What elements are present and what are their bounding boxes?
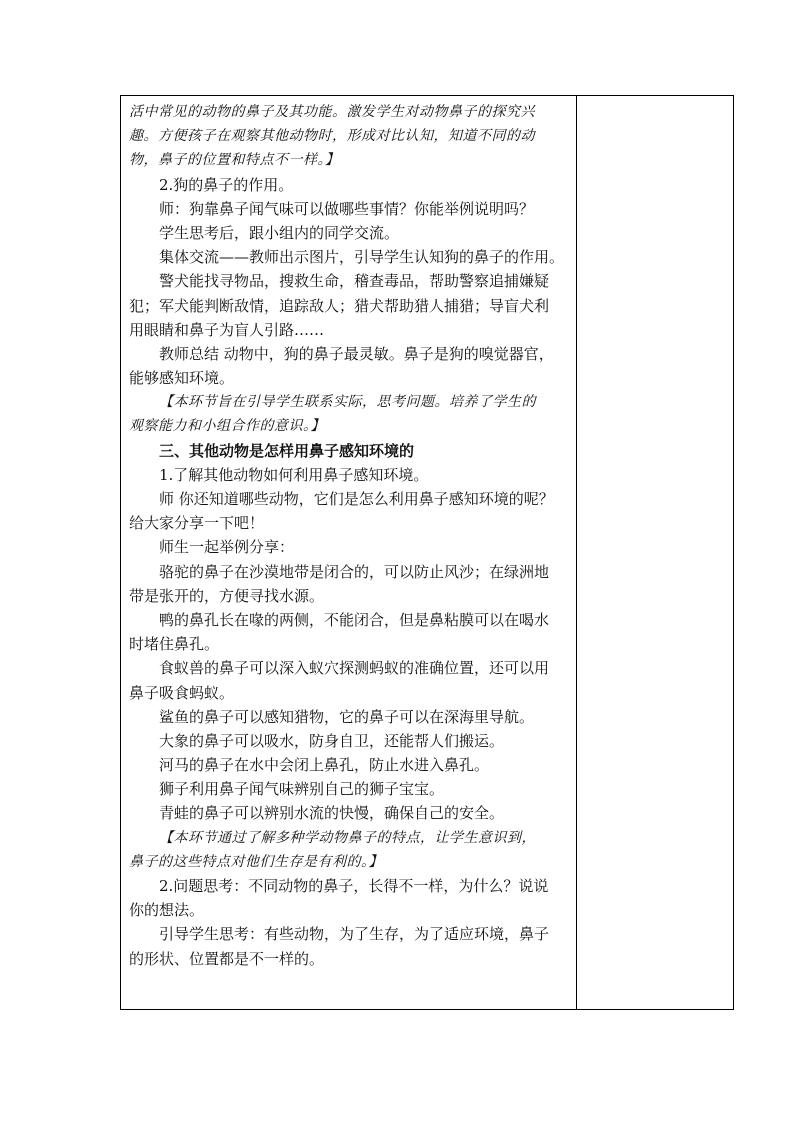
text-line: 犯；军犬能判断敌情，追踪敌人；猎犬帮助猎人捕猎；导盲犬利 <box>129 296 550 315</box>
text-line: 1.了解其他动物如何利用鼻子感知环境。 <box>159 465 429 484</box>
text-line: 鲨鱼的鼻子可以感知猎物，它的鼻子可以在深海里导航。 <box>159 707 535 726</box>
teaching-note-line: 物，鼻子的位置和特点不一样。】 <box>129 152 340 169</box>
text-line: 给大家分享一下吧！ <box>129 514 265 533</box>
text-line: 你的想法。 <box>129 901 205 920</box>
text-line: 鸭的鼻孔长在喙的两侧，不能闭合，但是鼻粘膜可以在喝水 <box>159 610 550 629</box>
teaching-note-line: 【本环节旨在引导学生联系实际，思考问题。培养了学生的 <box>159 394 536 411</box>
text-line: 带是张开的，方便寻找水源。 <box>129 586 325 605</box>
teaching-note-line: 鼻子的这些特点对他们生存是有利的。】 <box>129 853 383 870</box>
teaching-note-line: 趣。方便孩子在观察其他动物时，形成对比认知，知道不同的动 <box>129 128 535 145</box>
text-line: 青蛙的鼻子可以辨别水流的快慢，确保自己的安全。 <box>159 804 505 823</box>
lesson-content-cell <box>121 96 577 1009</box>
text-line: 教师总结 动物中，狗的鼻子最灵敏。鼻子是狗的嗅觉器官， <box>159 344 554 363</box>
teaching-note-line: 观察能力和小组合作的意识。】 <box>129 418 325 435</box>
text-line: 引导学生思考：有些动物，为了生存，为了适应环境，鼻子 <box>159 925 550 944</box>
text-line: 师 你还知道哪些动物，它们是怎么利用鼻子感知环境的呢？ <box>159 490 554 508</box>
text-line: 时堵住鼻孔。 <box>129 635 220 654</box>
text-line: 2.狗的鼻子的作用。 <box>159 175 294 194</box>
text-line: 师：狗靠鼻子闻气味可以做哪些事情？你能举例说明吗？ <box>159 199 535 218</box>
teaching-note-line: 【本环节通过了解多种学动物鼻子的特点，让学生意识到， <box>159 829 536 846</box>
text-line: 鼻子吸食蚂蚁。 <box>129 683 235 702</box>
text-line: 2.问题思考：不同动物的鼻子，长得不一样，为什么？说说 <box>159 877 549 895</box>
text-line: 狮子利用鼻子闻气味辨别自己的狮子宝宝。 <box>159 780 445 799</box>
teaching-note-line: 活中常见的动物的鼻子及其功能。激发学生对动物鼻子的探究兴 <box>129 104 535 120</box>
text-line: 骆驼的鼻子在沙漠地带是闭合的，可以防止风沙；在绿洲地 <box>159 562 550 581</box>
text-line: 能够感知环境。 <box>129 369 235 388</box>
notes-cell <box>577 96 733 1009</box>
text-line: 大象的鼻子可以吸水，防身自卫，还能帮人们搬运。 <box>159 731 505 750</box>
text-line: 师生一起举例分享： <box>159 538 295 557</box>
text-line: 用眼睛和鼻子为盲人引路…… <box>129 320 325 339</box>
lesson-table <box>120 95 734 1010</box>
text-line: 河马的鼻子在水中会闭上鼻孔，防止水进入鼻孔。 <box>159 756 490 775</box>
text-line: 警犬能找寻物品，搜救生命，稽查毒品，帮助警察追捕嫌疑 <box>159 272 550 291</box>
section-heading: 三、其他动物是怎样用鼻子感知环境的 <box>159 441 415 460</box>
text-line: 食蚁兽的鼻子可以深入蚁穴探测蚂蚁的准确位置，还可以用 <box>159 659 550 678</box>
text-line: 的形状、位置都是不一样的。 <box>129 949 325 968</box>
text-line: 集体交流——教师出示图片，引导学生认知狗的鼻子的作用。 <box>159 248 565 267</box>
text-line: 学生思考后，跟小组内的同学交流。 <box>159 223 400 242</box>
